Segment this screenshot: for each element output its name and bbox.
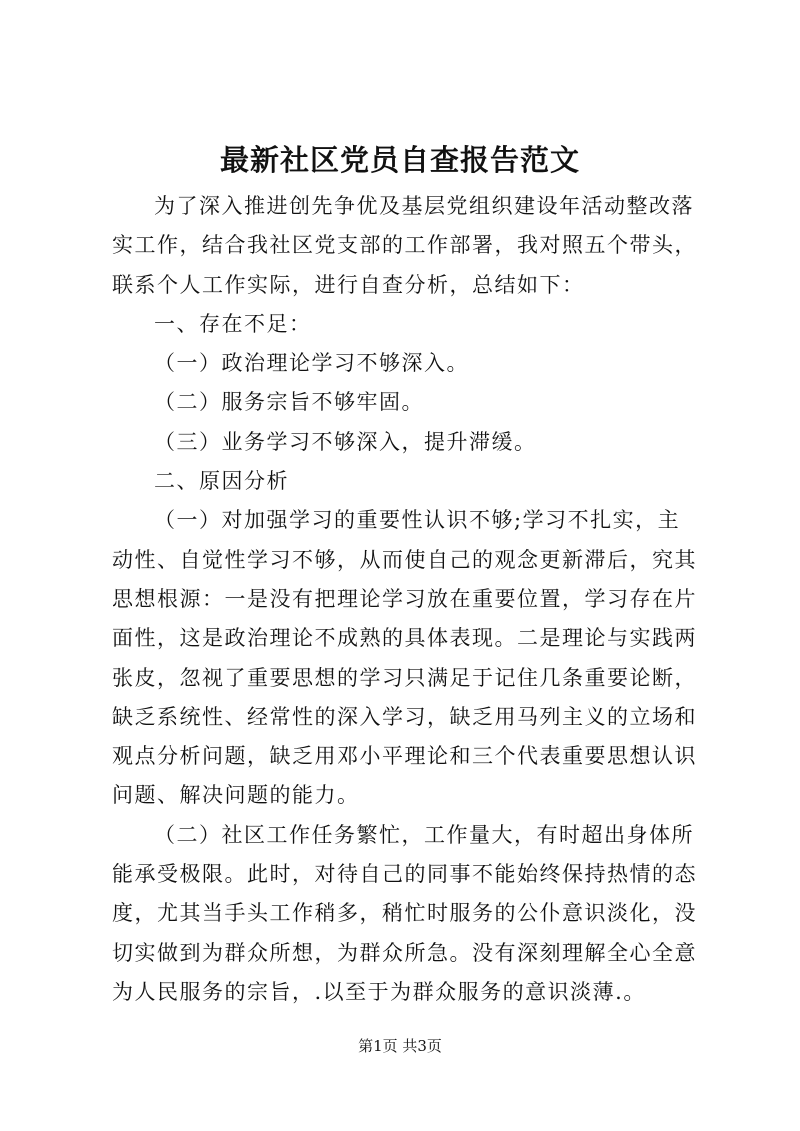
intro-paragraph: 为了深入推进创先争优及基层党组织建设年活动整改落实工作，结合我社区党支部的工作部署，我对照五个带头，联系个人工作实际，进行自查分析，总结如下：	[112, 194, 697, 297]
shortcoming-item-1: （一）政治理论学习不够深入。	[154, 351, 469, 376]
cause-paragraph-2: （二）社区工作任务繁忙，工作量大，有时超出身体所能承受极限。此时，对待自己的同事不能始终保持热情的态度，尤其当手头工作稍多，稍忙时服务的公仆意识淡化，没切实做到为群众所想，为群众所急。没有深刻理解全心全意为人民服务的宗旨，.以至于为群众服务的意识淡薄.。	[112, 822, 697, 1004]
shortcoming-item-2: （二）服务宗旨不够牢固。	[154, 390, 424, 415]
document-title: 最新社区党员自查报告范文	[219, 143, 580, 177]
section-heading-causes: 二、原因分析	[154, 469, 289, 494]
document-body	[112, 187, 700, 1012]
section-heading-shortcomings: 一、存在不足：	[154, 311, 312, 336]
shortcoming-item-3: （三）业务学习不够深入，提升滞缓。	[154, 429, 537, 454]
page-number-footer: 第1页 共3页	[358, 1037, 442, 1055]
cause-paragraph-1: （一）对加强学习的重要性认识不够;学习不扎实，主动性、自觉性学习不够，从而使自己的观念更新滞后，究其思想根源：一是没有把理论学习放在重要位置，学习存在片面性，这是政治理论不成熟的具体表现。二是理论与实践两张皮，忽视了重要思想的学习只满足于记住几条重要论断，缺乏系统性、经常性的深入学习，缺乏用马列主义的立场和观点分析问题，缺乏用邓小平理论和三个代表重要思想认识问题、解决问题的能力。	[112, 508, 697, 808]
